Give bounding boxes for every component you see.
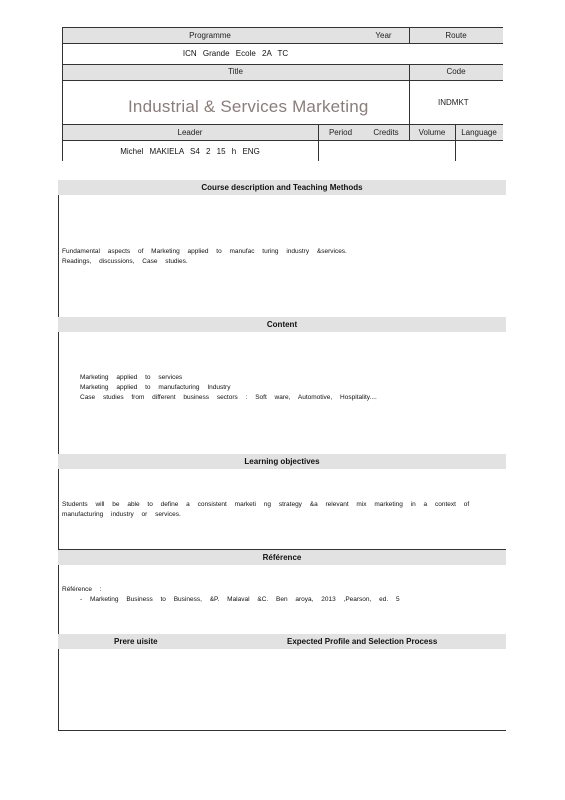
content-line: Case studies from different business sectors : Soft ware, Automotive, Hospitality.... bbox=[80, 394, 377, 401]
period-label: Period bbox=[328, 128, 353, 137]
table-line bbox=[62, 43, 503, 44]
reference-title: Référence bbox=[262, 553, 302, 562]
table-line bbox=[62, 80, 503, 81]
programme-value: ICN Grande Ecole 2A TC bbox=[182, 49, 289, 58]
route-label: Route bbox=[445, 31, 467, 40]
body-bottom-border bbox=[58, 730, 506, 731]
leader-label: Leader bbox=[177, 128, 203, 137]
content-line: Marketing applied to services bbox=[80, 374, 183, 381]
leader-value: Michel MAKIELA S4 2 15 h ENG bbox=[120, 147, 260, 156]
table-line bbox=[62, 140, 503, 141]
table-line bbox=[62, 27, 503, 28]
table-line bbox=[62, 124, 503, 125]
description-line: Readings, discussions, Case studies. bbox=[62, 258, 188, 265]
course-title: Industrial & Services Marketing bbox=[128, 97, 369, 116]
language-label: Language bbox=[461, 128, 497, 137]
prerequisite-title: Prere uisite bbox=[114, 637, 158, 646]
table-line bbox=[62, 64, 503, 65]
table-line bbox=[62, 27, 63, 161]
programme-label: Programme bbox=[189, 31, 231, 40]
title-label: Title bbox=[228, 67, 243, 76]
objectives-line: Students will be able to define a consistent marketi ng strategy &a relevant mix marketing in a context of bbox=[62, 501, 470, 508]
volume-label: Volume bbox=[418, 128, 446, 137]
objectives-line: manufacturing industry or services. bbox=[62, 511, 181, 518]
content-title: Content bbox=[266, 320, 298, 329]
credits-label: Credits bbox=[373, 128, 399, 137]
reference-line: - Marketing Business to Business, &P. Malaval &C. Ben aroya, 2013 ,Pearson, ed. 5 bbox=[80, 596, 400, 603]
code-label: Code bbox=[446, 67, 466, 76]
description-line: Fundamental aspects of Marketing applied to manufac turing industry &services. bbox=[62, 248, 347, 255]
description-title: Course description and Teaching Methods bbox=[201, 183, 363, 192]
year-label: Year bbox=[375, 31, 392, 40]
expected-profile-title: Expected Profile and Selection Process bbox=[287, 637, 438, 646]
content-line: Marketing applied to manufacturing Industry bbox=[80, 384, 231, 391]
course-code: INDMKT bbox=[438, 98, 469, 107]
objectives-title: Learning objectives bbox=[244, 457, 320, 466]
reference-line: Référence : bbox=[62, 586, 102, 593]
